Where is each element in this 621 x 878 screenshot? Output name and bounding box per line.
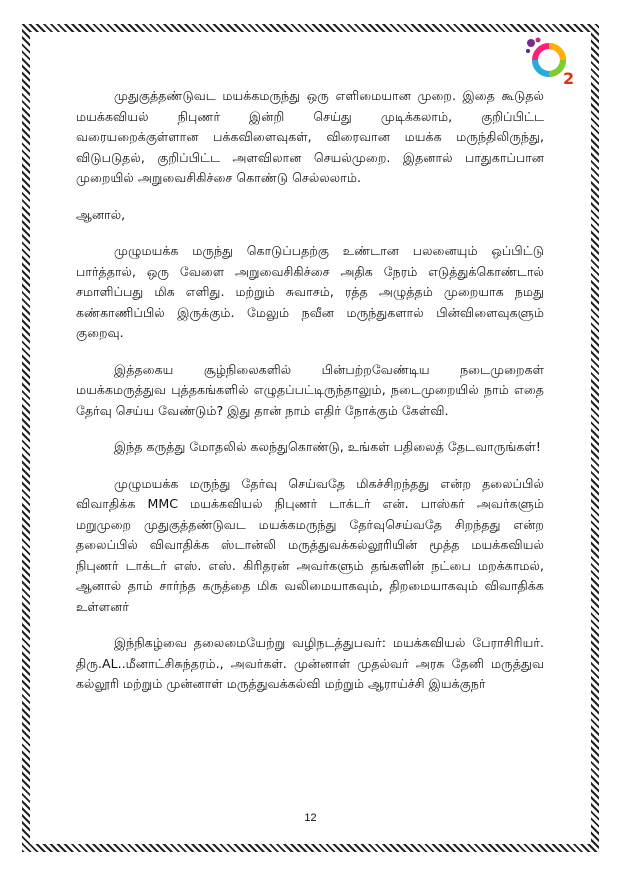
paragraph: முழுமயக்க மருந்து தேர்வு செய்வதே மிகச்சிறந்தது என்ற தலைப்பில் விவாதிக்க MMC மயக்கவியல் நிபுணர் டாக்டர் என். பாஸ்கர் அவர்களும் மறுமுறை முதுகுத்தண்டுவட மயக்கமருந்து தேர்வுசெய்வதே சிறந்தது என்ற தலைப்பில் விவாதிக்க ஸ்டான்லி மருத்துவக்கல்லூரியின் மூத்த மயக்கவியல் நிபுணர் டாக்டர் எஸ். எஸ். கிரிதரன் அவர்களும் தங்களின் நட்பை மறக்காமல், ஆனால் தாம் சார்ந்த கருத்தை மிக வலிமையாகவும், திறமையாகவும் விவாதிக்க உள்ளனர் bbox=[76, 475, 544, 614]
article-body bbox=[76, 86, 544, 711]
paragraph: முதுகுத்தண்டுவட மயக்கமருந்து ஒரு எளிமையான முறை. இதை கூடுதல் மயக்கவியல் நிபுணர் இன்றி செய்து முடிக்கலாம், குறிப்பிட்ட வரையறைக்குள்ளான பக்கவிளைவுகள், விரைவான மயக்க மருந்திலிருந்து, விடுபடுதல், குறிப்பிட்ட அளவிலான செயல்முறை. இதனால் பாதுகாப்பான முறையில் அறுவைசிகிச்சை கொண்டு செல்லலாம். bbox=[76, 88, 544, 185]
paragraph: ஆனால், bbox=[76, 206, 126, 222]
page-number: 12 bbox=[304, 812, 317, 824]
o2-logo bbox=[523, 36, 581, 88]
logo-subscript: 2 bbox=[563, 69, 575, 88]
paragraph: முழுமயக்க மருந்து கொடுப்பதற்கு உண்டான பலனையும் ஒப்பிட்டு பார்த்தால், ஒரு வேளை அறுவைசிகிச்சை அதிக நேரம் எடுத்துக்கொண்டால் சமாளிப்பது மிக எளிது. மற்றும் சுவாசம், ரத்த அழுத்தம் முறையாக நமது கண்காணிப்பில் இருக்கும். மேலும் நவீன மருந்துகளால் பின்விளைவுகளும் குறைவு. bbox=[76, 243, 544, 340]
paragraph: இந்த கருத்து மோதலில் கலந்துகொண்டு, உங்கள் பதிலைத் தேடவாருங்கள்! bbox=[114, 439, 541, 454]
paragraph: இத்தகைய சூழ்நிலைகளில் பின்பற்றவேண்டிய நடைமுறைகள் மயக்கமருத்துவ புத்தகங்களில் எழுதப்பட்டிருந்தாலும், நடைமுறையில் நாம் எதை தேர்வு செய்ய வேண்டும்? இது தான் நாம் எதிர் நோக்கும் கேள்வி. bbox=[76, 361, 544, 418]
paragraph: இந்நிகழ்வை தலைமையேற்று வழிநடத்துபவர்: மயக்கவியல் பேராசிரியர். திரு.AL..மீனாட்சிசுந்தரம்., அவர்கள். முன்னாள் முதல்வர் அரசு தேனி மருத்துவ கல்லூரி மற்றும் முன்னாள் மருத்துவக்கல்வி மற்றும் ஆராய்ச்சி இயக்குநர் bbox=[76, 635, 544, 691]
